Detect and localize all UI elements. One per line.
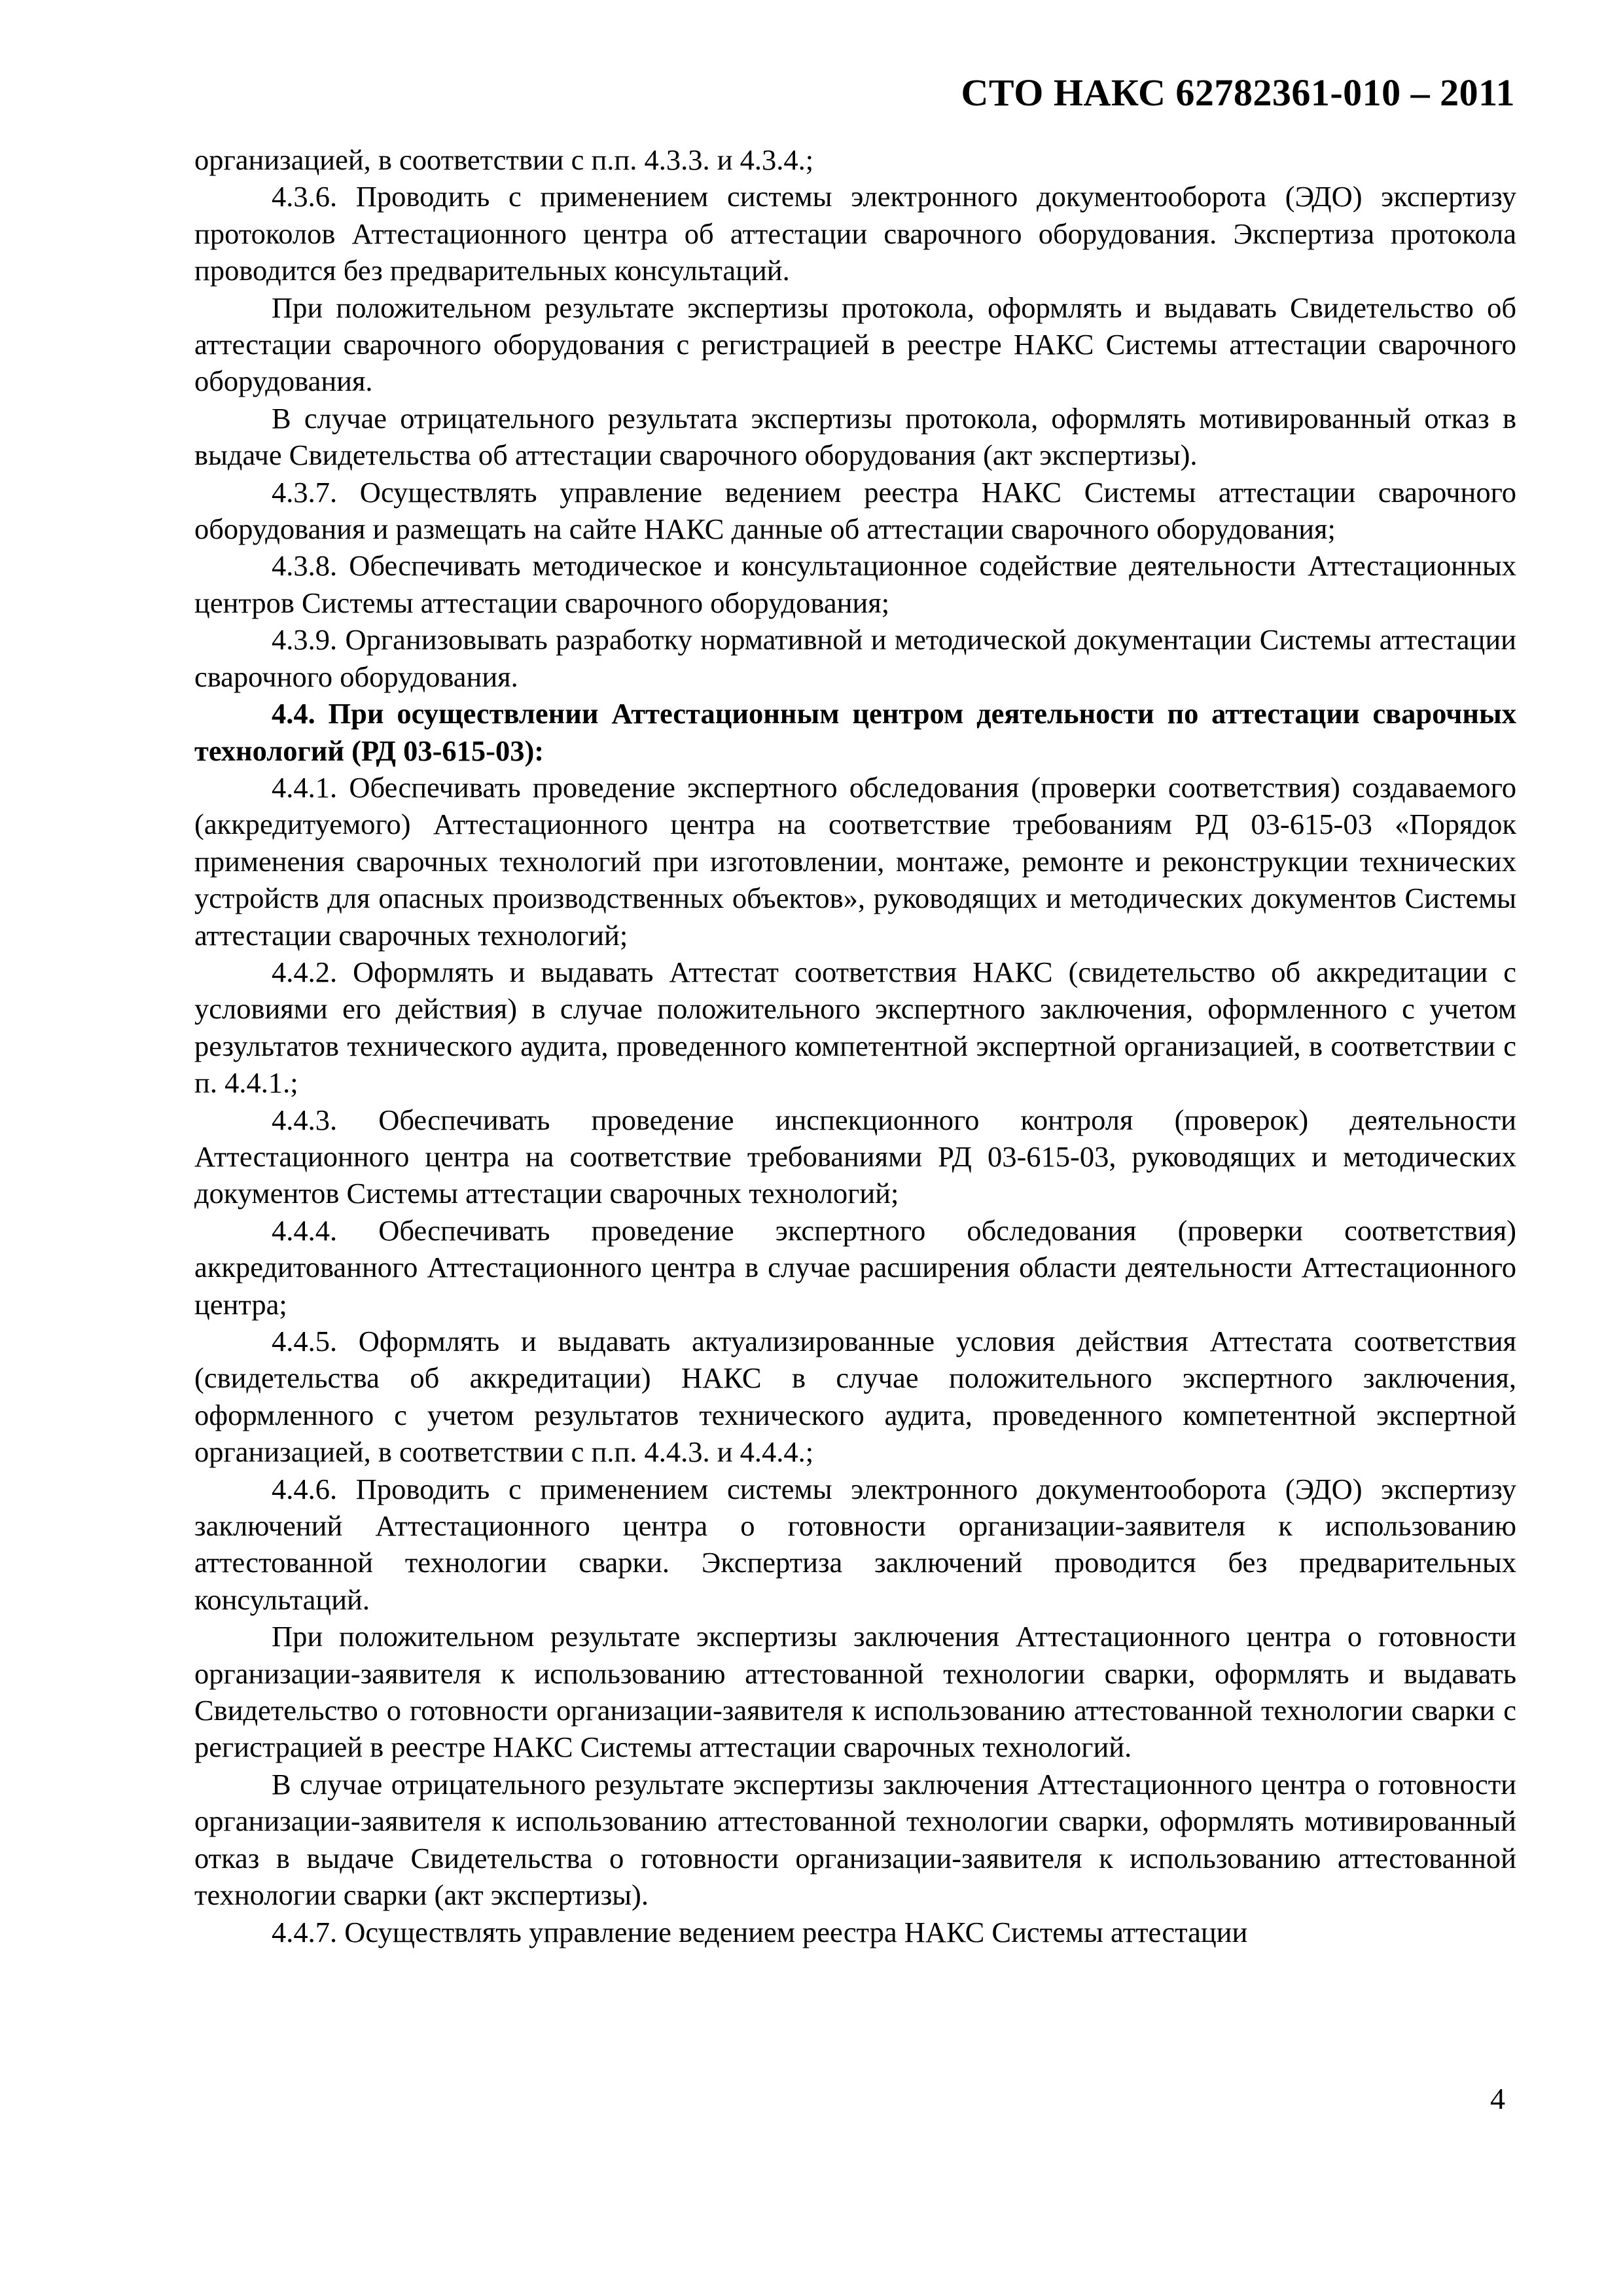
paragraph-4-4-6: 4.4.6. Проводить с применением системы электронного документооборота (ЭДО) экспертизу заключений Аттестационного центра о готовности организации-заявителя к использованию аттестованной технологии сварки. Экспертиза заключений проводится без предварительных консультаций. bbox=[194, 1472, 1516, 1616]
paragraph-4-4-2: 4.4.2. Оформлять и выдавать Аттестат соответствия НАКС (свидетельство об аккредитации с условиями его действия) в случае положительного экспертного заключения, оформленного с учетом результатов технического аудита, проведенного компетентной экспертной организацией, в соответствии с п. 4.4.1.; bbox=[194, 955, 1516, 1100]
paragraph-4-4-3: 4.4.3. Обеспечивать проведение инспекционного контроля (проверок) деятельности Аттестационного центра на соответствие требованиями РД 03-615-03, руководящих и методических документов Системы аттестации сварочных технологий; bbox=[194, 1103, 1516, 1210]
page-number: 4 bbox=[1490, 2082, 1505, 2115]
paragraph-negative-conclusion: В случае отрицательного результате экспертизы заключения Аттестационного центра о готовности организации-заявителя к использованию аттестованной технологии сварки, оформлять мотивированный отказ в выдаче Свидетельства о готовности организации-заявителя к использованию аттестованной технологии сварки (акт экспертизы). bbox=[194, 1767, 1516, 1912]
section-heading-4-4: 4.4. При осуществлении Аттестационным центром деятельности по аттестации сварочных технологий (РД 03-615-03): bbox=[194, 697, 1516, 767]
paragraph-4-4-7: 4.4.7. Осуществлять управление ведением реестра НАКС Системы аттестации bbox=[272, 1915, 1248, 1948]
paragraph-4-3-9: 4.3.9. Организовывать разработку нормативной и методической документации Системы аттестации сварочного оборудования. bbox=[194, 623, 1516, 693]
paragraph-positive-result: При положительном результате экспертизы протокола, оформлять и выдавать Свидетельство об аттестации сварочного оборудования с регистрацией в реестре НАКС Системы аттестации сварочного оборудования. bbox=[194, 291, 1516, 398]
paragraph-4-3-6: 4.3.6. Проводить с применением системы электронного документооборота (ЭДО) экспертизу протоколов Аттестационного центра об аттестации сварочного оборудования. Экспертиза протокола проводится без предварительных консультаций. bbox=[194, 180, 1516, 287]
paragraph-continuation: организацией, в соответствии с п.п. 4.3.3. и 4.3.4.; bbox=[194, 143, 814, 176]
document-body bbox=[194, 141, 1516, 1950]
page-header-title: СТО НАКС 62782361-010 – 2011 bbox=[961, 71, 1515, 114]
paragraph-negative-result: В случае отрицательного результата экспертизы протокола, оформлять мотивированный отказ в выдаче Свидетельства об аттестации сварочного оборудования (акт экспертизы). bbox=[194, 401, 1516, 472]
paragraph-4-4-1: 4.4.1. Обеспечивать проведение экспертного обследования (проверки соответствия) создаваемого (аккредитуемого) Аттестационного центра на соответствие требованиям РД 03-615-03 «Порядок применения сварочных технологий при изготовлении, монтаже, ремонте и реконструкции технических устройств для опасных производственных объектов», руководящих и методических документов Системы аттестации сварочных технологий; bbox=[194, 770, 1516, 952]
paragraph-4-4-5: 4.4.5. Оформлять и выдавать актуализированные условия действия Аттестата соответствия (свидетельства об аккредитации) НАКС в случае положительного экспертного заключения, оформленного с учетом результатов технического аудита, проведенного компетентной экспертной организацией, в соответствии с п.п. 4.4.3. и 4.4.4.; bbox=[194, 1325, 1516, 1469]
paragraph-4-3-8: 4.3.8. Обеспечивать методическое и консультационное содействие деятельности Аттестационных центров Системы аттестации сварочного оборудования; bbox=[194, 549, 1516, 619]
paragraph-4-4-4: 4.4.4. Обеспечивать проведение экспертного обследования (проверки соответствия) аккредитованного Аттестационного центра в случае расширения области деятельности Аттестационного центра; bbox=[194, 1213, 1516, 1321]
paragraph-4-3-7: 4.3.7. Осуществлять управление ведением реестра НАКС Системы аттестации сварочного оборудования и размещать на сайте НАКС данные об аттестации сварочного оборудования; bbox=[194, 475, 1516, 546]
paragraph-positive-conclusion: При положительном результате экспертизы заключения Аттестационного центра о готовности организации-заявителя к использованию аттестованной технологии сварки, оформлять и выдавать Свидетельство о готовности организации-заявителя к использованию аттестованной технологии сварки с регистрацией в реестре НАКС Системы аттестации сварочных технологий. bbox=[194, 1620, 1516, 1764]
